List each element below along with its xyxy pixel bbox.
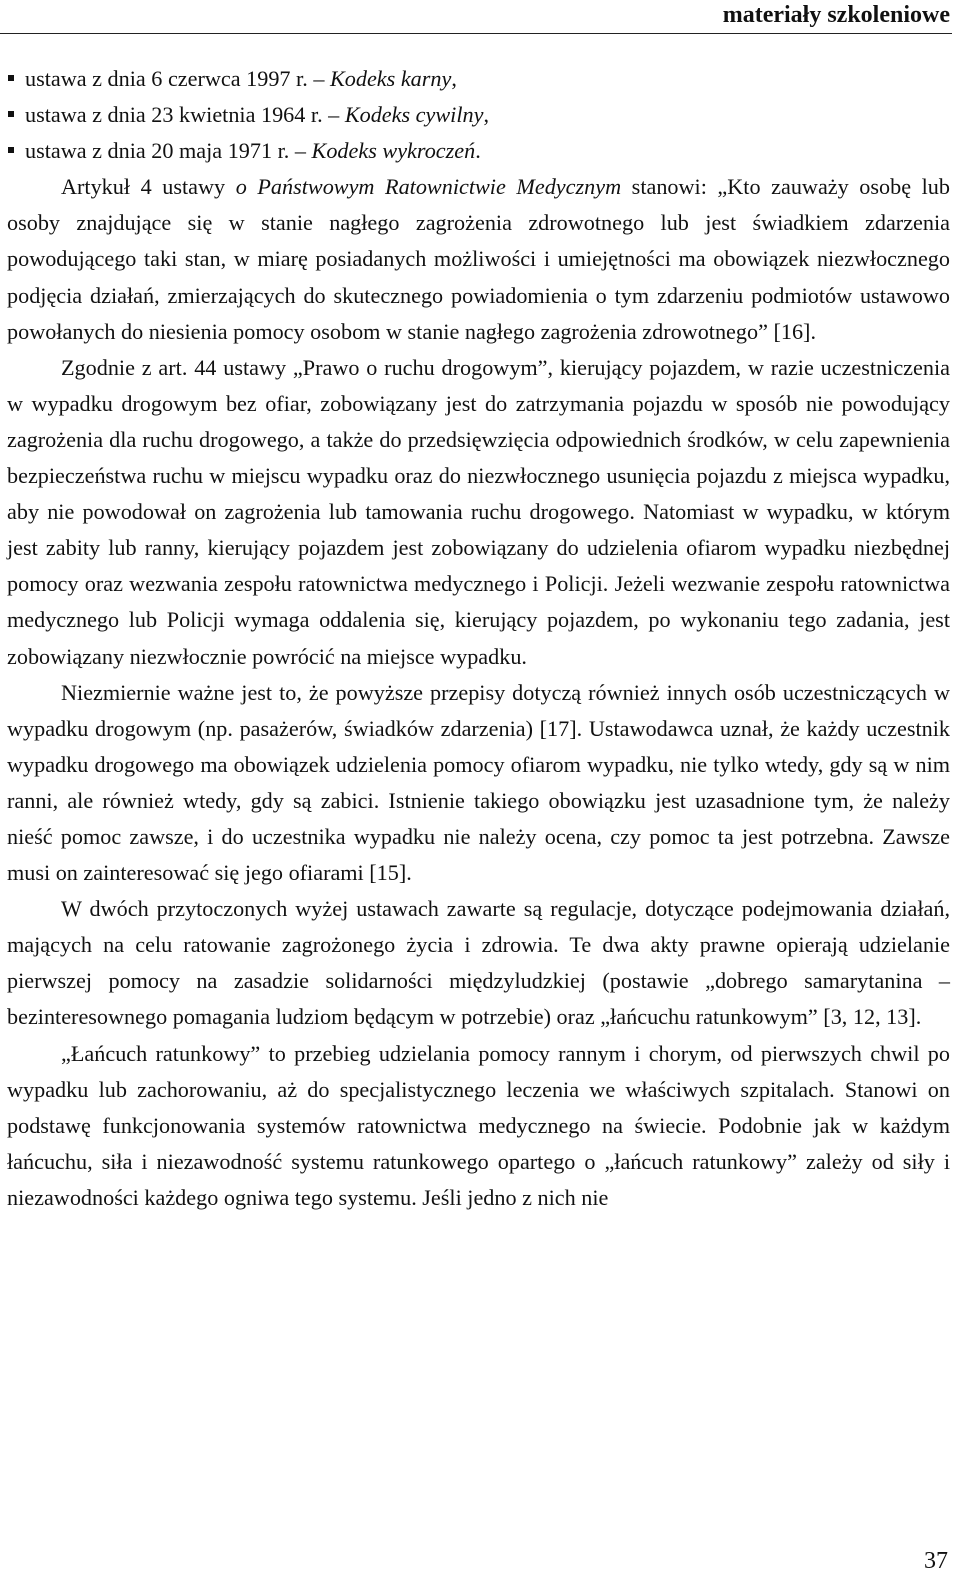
- law-list-item-title: Kodeks karny: [329, 66, 452, 91]
- act-title: o Państwowym Ratownictwie Medycznym: [235, 174, 622, 200]
- law-list-item-lead: ustawa z dnia 6 czerwca 1997 r. –: [25, 66, 330, 91]
- paragraph: W dwóch przytoczonych wyżej ustawach zawarte są regulacje, dotyczące podejmowania działań, mających na celu ratowanie zagrożonego życia i zdrowia. Te dwa akty prawne opierają udzielanie pierwszej pomocy na zasadzie solidarności międzyludzkiej (postawie „dobrego samarytanina – bezinteresownego pomagania ludziom będącym w potrzebie) oraz „łańcuchu ratunkowym” [3, 12, 13].: [7, 896, 950, 1030]
- paragraph: Niezmiernie ważne jest to, że powyższe przepisy dotyczą również innych osób uczestniczących w wypadku drogowym (np. pasażerów, świadków zdarzenia) [17]. Ustawodawca uznał, że każdy uczestnik wypadku drogowego ma obowiązek udzielenia pomocy ofiarom wypadku, nie tylko wtedy, gdy są w nim ranni, ale również wtedy, gdy są zabici. Istnienie takiego obowiązku jest uzasadnione tym, że należy nieść pomoc zawsze, i do uczestnika wypadku nie należy ocena, czy pomoc ta jest potrzebna. Zawsze musi on zainteresować się jego ofiarami [15].: [7, 679, 950, 886]
- law-list-item-tail: ,: [451, 66, 457, 91]
- paragraph-text: stanowi: „Kto zauważy osobę lub osoby znajdujące się w stanie nagłego zagrożenia zdrowotnego lub jest świadkiem zdarzenia powodującego taki stan, w miarę posiadanych możliwości i umiejętności ma obowiązek niezwłocznego podjęcia działań, zmierzających do skutecznego powiadomienia o tym zdarzeniu podmiotów ustawowo powołanych do niesienia pomocy osobom w stanie nagłego zagrożenia zdrowotnego” [16].: [7, 174, 950, 344]
- law-list-item-lead: ustawa z dnia 20 maja 1971 r. –: [25, 138, 312, 164]
- paragraph: [7, 169, 950, 349]
- page-header: [0, 0, 960, 32]
- law-list-item: [7, 97, 950, 133]
- law-list: [7, 61, 950, 169]
- law-list-item-lead: ustawa z dnia 23 kwietnia 1964 r. –: [25, 102, 345, 128]
- law-list-item: [7, 61, 950, 97]
- law-list-item-title: Kodeks wykroczeń: [311, 138, 476, 164]
- law-list-item: [7, 133, 950, 169]
- document-body: [7, 61, 950, 1216]
- paragraph: Zgodnie z art. 44 ustawy „Prawo o ruchu drogowym”, kierujący pojazdem, w razie uczestniczenia w wypadku drogowym bez ofiar, zobowiązany jest do zatrzymania pojazdu w sposób nie powodujący zagrożenia dla ruchu drogowego, a także do przedsięwzięcia odpowiednich środków, w celu zapewnienia bezpieczeństwa ruchu w miejscu wypadku oraz do niezwłocznego usunięcia pojazdu z miejsca wypadku, aby nie powodował on zagrożenia lub tamowania ruchu drogowego. Natomiast w wypadku, w którym jest zabity lub ranny, kierujący pojazdem jest zobowiązany do udzielenia ofiarom wypadku niezbędnej pomocy oraz wezwania zespołu ratownictwa medycznego i Policji. Jeżeli wezwanie zespołu ratownictwa medycznego lub Policji wymaga oddalenia się, kierujący pojazdem, po wykonaniu tego zadania, jest zobowiązany niezwłocznie powrócić na miejsce wypadku.: [7, 354, 950, 669]
- header-title: materiały szkoleniowe: [722, 2, 950, 28]
- paragraph: „Łańcuch ratunkowy” to przebieg udzielania pomocy rannym i chorym, od pierwszych chwil po wypadku lub zachorowaniu, aż do specjalistycznego leczenia we właściwych szpitalach. Stanowi on podstawę funkcjonowania systemów ratownictwa medycznego na świecie. Podobnie jak w każdym łańcuchu, siła i niezawodność systemu ratunkowego opartego o „łańcuch ratunkowy” zależy od siły i niezawodności każdego ogniwa tego systemu. Jeśli jedno z nich nie: [7, 1040, 950, 1210]
- law-list-item-tail: .: [475, 138, 481, 164]
- paragraph-text: Artykuł 4 ustawy: [61, 174, 236, 200]
- header-divider: [0, 33, 952, 34]
- page-number: 37: [924, 1548, 948, 1574]
- law-list-item-title: Kodeks cywilny: [344, 102, 484, 128]
- law-list-item-tail: ,: [483, 102, 489, 128]
